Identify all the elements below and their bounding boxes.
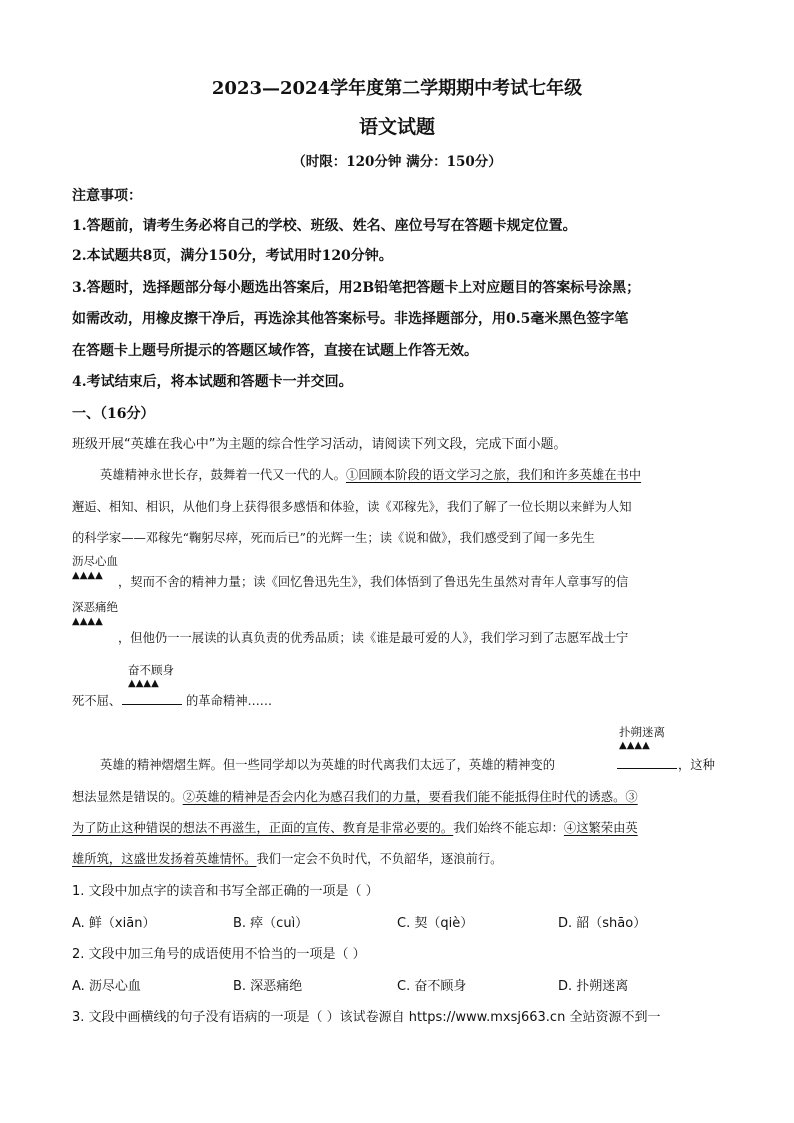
note-3b: 如需改动，用橡皮擦干净后，再选涂其他答案标号。非选择题部分，用0.5毫米黑色签字笔 — [72, 311, 629, 327]
passage-line-1 — [100, 465, 641, 483]
underlined-sentence-4a: ④这繁荣由英 — [563, 821, 638, 835]
passage-line-2: 邂逅、相知、相识，从他们身上获得很多感悟和体验，读《邓稼先》，我们了解了一位长期以来鲜为人知 — [72, 500, 632, 514]
blank-line-4 — [617, 768, 677, 769]
q2-option-d[interactable]: D. 扑朔迷离 — [558, 979, 629, 994]
passage-line-7a: 英雄的精神熠熠生辉。但一些同学却以为英雄的时代离我们太远了，英雄的精神变的 — [100, 758, 555, 772]
idiom-annotation-3: 奋不顾身 — [128, 663, 174, 677]
passage-line-10 — [72, 849, 502, 867]
underlined-sentence-3: 为了防止这种错误的想法不再滋生，正面的宣传、教育是非常必要的。 — [72, 821, 454, 835]
passage-text: 想法显然是错误的。 — [72, 790, 183, 804]
q1-option-d[interactable]: D. 韶（shāo） — [558, 916, 647, 931]
q1-option-a[interactable]: A. 鲜（xiān） — [72, 916, 156, 931]
note-3c: 在答题卡上题号所提示的答题区域作答，直接在试题上作答无效。 — [72, 343, 478, 359]
idiom-annotation-2: 深恶痛绝 — [72, 600, 118, 614]
triangle-marks-4: ▲▲▲▲ — [619, 740, 650, 751]
note-2: 2.本试题共8页，满分150分，考试用时120分钟。 — [72, 248, 393, 264]
triangle-marks-1: ▲▲▲▲ — [72, 570, 103, 581]
exam-subtitle: 语文试题 — [358, 116, 435, 138]
passage-line-4: ，契而不舍的精神力量；读《回忆鲁迅先生》，我们体悟到了鲁迅先生虽然对青年人章事写的信 — [118, 575, 629, 589]
question-1-stem: 1. 文段中加点字的读音和书写全部正确的一项是（ ） — [72, 884, 379, 899]
question-2-stem: 2. 文段中加三角号的成语使用不恰当的一项是（ ） — [72, 947, 366, 962]
passage-text: 英雄精神永世长存，鼓舞着一代又一代的人。 — [100, 468, 346, 482]
passage-line-5: ，但他仍一一展读的认真负责的优秀品质；读《谁是最可爱的人》，我们学习到了志愿军战士宁 — [118, 631, 629, 645]
passage-line-6a: 死不屈、 — [72, 694, 122, 708]
note-3a: 3.答题时，选择题部分每小题选出答案后，用2B铅笔把答题卡上对应题目的答案标号涂黑； — [72, 280, 641, 296]
q2-option-b[interactable]: B. 深恶痛绝 — [233, 979, 303, 994]
idiom-annotation-1: 沥尽心血 — [72, 554, 118, 568]
passage-line-8 — [72, 787, 638, 805]
section-heading: 一、（16分） — [72, 406, 155, 422]
passage-text: 我们始终不能忘却： — [453, 821, 564, 835]
passage-line-9 — [72, 818, 638, 836]
underlined-sentence-4b: 雄所筑，这盛世发扬着英雄情怀。 — [72, 852, 257, 866]
question-3-stem: 3. 文段中画横线的句子没有语病的一项是（ ）该试卷源自 https://www.mxsj663.cn 全站资源不到一 — [72, 1010, 661, 1025]
section-intro: 班级开展“英雄在我心中”为主题的综合性学习活动，请阅读下列文段，完成下面小题。 — [72, 437, 567, 452]
note-1: 1.答题前，请考生务必将自己的学校、班级、姓名、座位号写在答题卡规定位置。 — [72, 218, 577, 234]
passage-line-6b: 的革命精神…… — [186, 694, 273, 708]
passage-line-7b: ，这种 — [678, 758, 715, 772]
triangle-marks-3: ▲▲▲▲ — [128, 678, 159, 689]
exam-title: 2023—2024学年度第二学期期中考试七年级 — [211, 78, 583, 99]
note-4: 4.考试结束后，将本试题和答题卡一并交回。 — [72, 374, 353, 390]
passage-text: 我们一定会不负时代，不负韶华，逐浪前行。 — [256, 852, 503, 866]
underlined-sentence-1: ①回顾本阶段的语文学习之旅，我们和许多英雄在书中 — [345, 468, 642, 482]
idiom-annotation-4: 扑朔迷离 — [619, 725, 665, 739]
underlined-sentence-2: ②英雄的精神是否会内化为感召我们的力量，要看我们能不能抵得住时代的诱惑。③ — [182, 790, 638, 804]
blank-line-3 — [122, 704, 182, 705]
passage-line-3: 的科学家——邓稼先“鞠躬尽瘁，死而后已”的光辉一生；读《说和做》，我们感受到了闻一多先生 — [72, 531, 595, 545]
q1-option-c[interactable]: C. 契（qiè） — [397, 916, 474, 931]
q2-option-a[interactable]: A. 沥尽心血 — [72, 979, 141, 994]
triangle-marks-2: ▲▲▲▲ — [72, 616, 103, 627]
q2-option-c[interactable]: C. 奋不顾身 — [397, 979, 467, 994]
notes-heading: 注意事项： — [72, 188, 142, 204]
exam-limits: （时限：120分钟 满分：150分） — [292, 154, 502, 170]
q1-option-b[interactable]: B. 瘁（cuì） — [233, 916, 309, 931]
